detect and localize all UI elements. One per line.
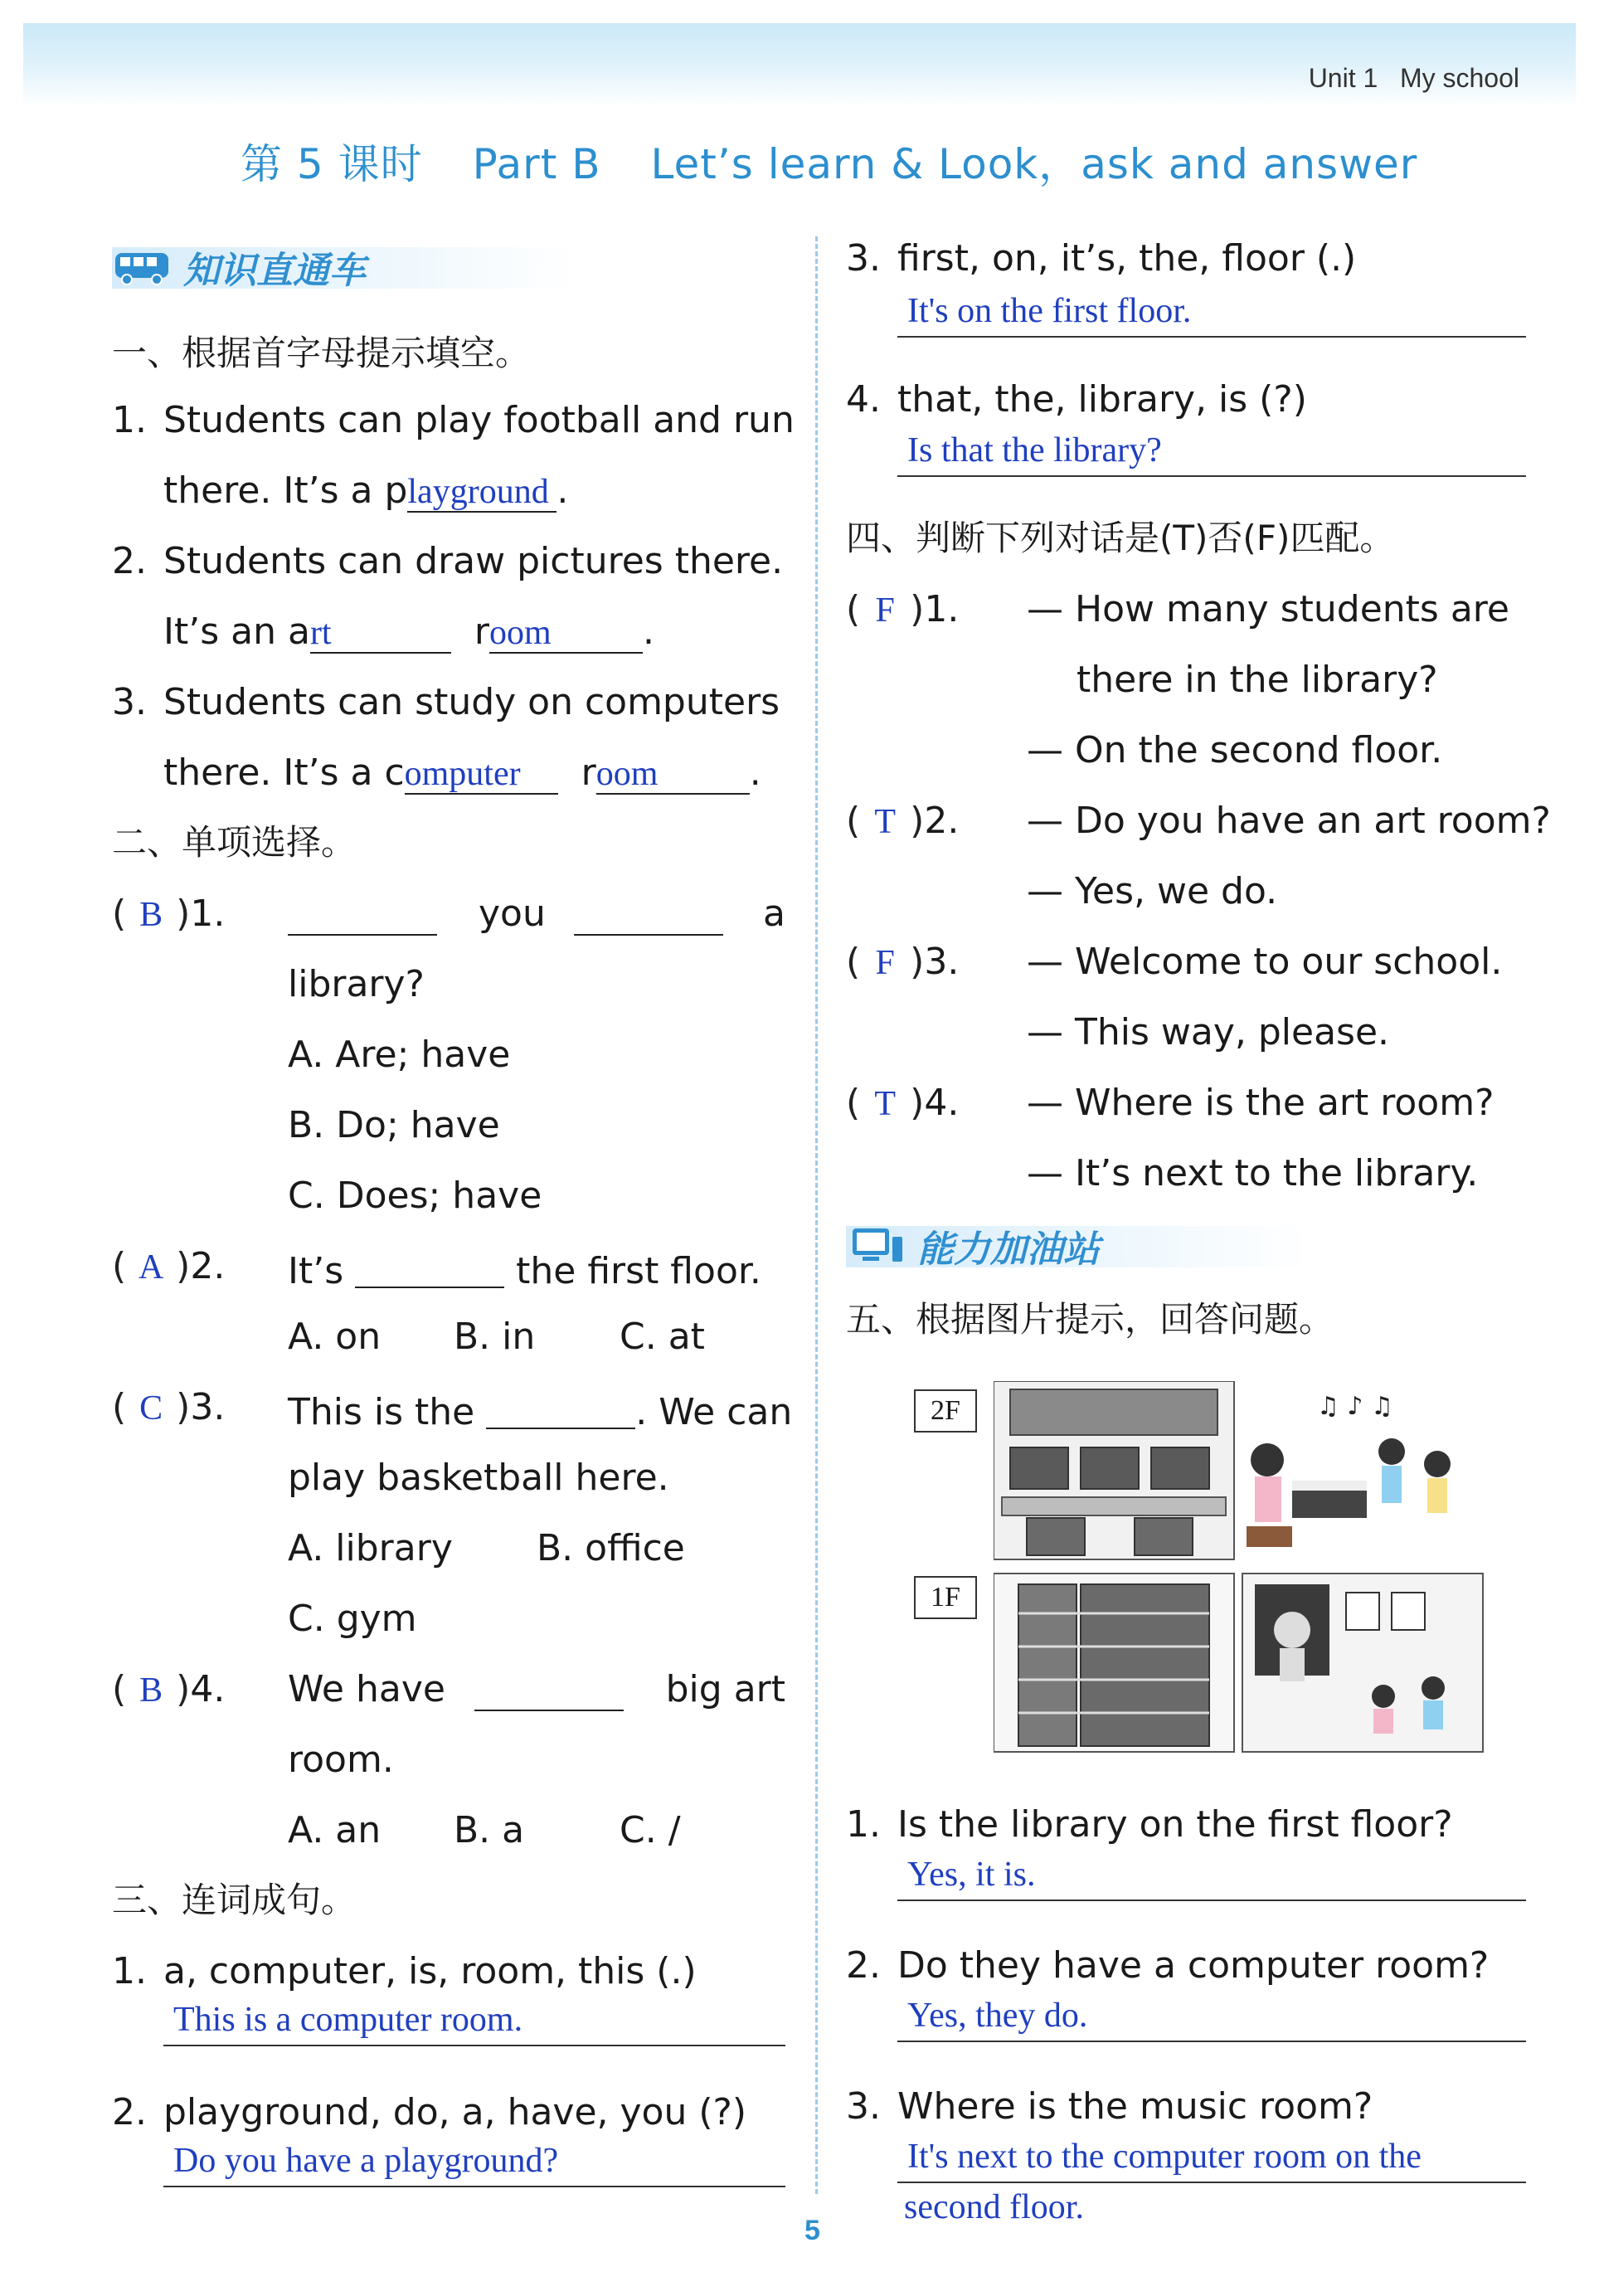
s1-q2-line2 [163,610,655,653]
s4-q4-answer[interactable]: T [874,1085,896,1123]
s1-q1-answer: layground [407,473,549,511]
s4-q3-bracket: ( F )3. [846,941,960,983]
s3-q4-number: 4. [846,378,881,421]
lesson-part: Part B [472,140,601,188]
s1-q1-suffix: . [556,469,569,512]
s1-q2-prefix: It’s an a [163,610,310,653]
s2-q1-option-c[interactable]: C. Does; have [288,1175,542,1217]
s4-q3-number: 3. [924,941,960,983]
s2-q4-option-b[interactable]: B. a [454,1809,525,1851]
school-illustration [994,1381,1491,1754]
section-1-title: 一、根据首字母提示填空。 [112,333,531,373]
s3-q4-words: that, the, library, is (?) [897,378,1307,421]
s2-q1-line1 [288,893,785,937]
library-illustration [994,1574,1234,1752]
floor-2-tag: 2F [914,1389,977,1433]
knowledge-bar [112,241,366,294]
s5-q3-answer-1: It's next to the computer room on the [907,2138,1422,2176]
s2-q1-blank-1[interactable] [288,901,437,936]
s1-q3-answer-2: oom [595,755,659,793]
s1-q3-answer-1: omputer [404,755,521,793]
unit-label [1309,63,1519,94]
s5-q3-answer-line[interactable] [897,2132,1526,2183]
s1-q1-blank[interactable] [407,473,556,513]
s1-q3-blank-1[interactable] [404,755,558,795]
s4-q1-line3: — On the second floor. [1027,729,1443,771]
s1-q3-prefix: there. It’s a c [163,752,405,794]
s3-q3-words: first, on, it’s, the, floor (.) [897,237,1357,280]
s3-q2-answer-line[interactable] [163,2136,785,2187]
s5-q2-question: Do they have a computer room? [897,1944,1490,1987]
lesson-title [241,131,1467,191]
s2-q3-bracket: ( C )3. [112,1386,226,1428]
svg-text:♫ ♪ ♫: ♫ ♪ ♫ [1317,1392,1394,1421]
s4-q2-line2: — Yes, we do. [1027,870,1278,912]
s2-q2-answer[interactable]: A [139,1248,164,1287]
s3-q3-answer-line[interactable] [897,286,1526,338]
section-2-title: 二、单项选择。 [112,822,357,863]
s2-q2-blank[interactable] [355,1253,504,1288]
page-number: 5 [804,2215,820,2246]
s1-q1-number: 1. [112,399,147,441]
s1-q2-blank-2[interactable] [489,614,643,654]
section-4-title: 四、判断下列对话是(T)否(F)匹配。 [846,518,1395,558]
s1-q2-answer-1: rt [309,614,332,652]
s1-q3-suffix: . [749,752,761,794]
s3-q2-number: 2. [112,2091,147,2133]
s2-q4-option-a[interactable]: A. an [288,1809,382,1851]
s2-q2-line1 [288,1248,761,1290]
s2-q2-option-c[interactable]: C. at [620,1316,705,1358]
ability-bar [846,1219,1100,1272]
s1-q1-line2 [163,469,569,512]
s4-q1-line1: — How many students are [1027,588,1509,630]
s2-q1-option-a[interactable]: A. Are; have [288,1034,511,1076]
s2-q3-option-b[interactable]: B. office [537,1527,685,1569]
s2-q1-number: 1. [190,893,226,935]
s4-q1-answer[interactable]: F [875,591,895,630]
section-5-title: 五、根据图片提示，回答问题。 [846,1299,1334,1340]
s2-q3-line2: play basketball here. [288,1457,669,1499]
s1-q3-mid: r [581,752,596,794]
s4-q3-line1: — Welcome to our school. [1027,941,1503,983]
s4-q1-number: 1. [924,588,960,630]
lesson-topic: Let’s learn & Look，ask and answer [650,140,1418,188]
s1-q2-suffix: . [643,610,655,653]
s2-q4-suffix: big art [665,1668,785,1710]
s4-q1-line2: there in the library? [1077,659,1438,701]
s1-q1-line1: Students can play football and run [163,399,795,441]
s1-q1-prefix: there. It’s a p [163,469,408,512]
computer-room-illustration [994,1381,1234,1559]
s2-q2-option-a[interactable]: A. on [288,1316,382,1358]
s4-q2-line1: — Do you have an art room? [1027,800,1551,842]
s4-q4-number: 4. [924,1082,960,1124]
s1-q2-answer-2: oom [489,614,552,652]
s2-q4-blank[interactable] [474,1676,624,1711]
s5-q1-question: Is the library on the first floor? [897,1803,1453,1846]
s3-q1-words: a, computer, is, room, this (.) [163,1950,697,1992]
s2-q3-answer[interactable]: C [139,1389,163,1428]
s3-q4-answer: Is that the library? [907,431,1162,469]
s2-q1-option-b[interactable]: B. Do; have [288,1104,500,1146]
s1-q2-number: 2. [112,540,147,582]
s2-q1-answer[interactable]: B [139,896,163,934]
s2-q3-option-a[interactable]: A. library [288,1527,453,1569]
section-3-title: 三、连词成句。 [112,1880,357,1920]
s4-q4-line2: — It’s next to the library. [1027,1152,1479,1194]
bus-icon [112,246,173,288]
s2-q4-number: 4. [190,1668,226,1710]
lesson-number: 第 5 课时 [241,140,423,188]
s3-q3-number: 3. [846,237,881,280]
s3-q1-answer: This is a computer room. [173,2001,523,2039]
s2-q1-line2: library? [288,963,425,1005]
s2-q4-prefix: We have [288,1668,445,1710]
s2-q3-suffix: . We can [635,1391,793,1433]
s5-q2-number: 2. [846,1944,881,1987]
s2-q1-word-1: you [479,893,546,935]
s4-q4-bracket: ( T )4. [846,1082,960,1124]
s2-q4-answer[interactable]: B [139,1671,163,1710]
s3-q3-answer: It's on the first floor. [907,292,1192,330]
s4-q2-bracket: ( T )2. [846,800,960,842]
s2-q2-bracket: ( A )2. [112,1245,226,1287]
knowledge-bar-label: 知识直通车 [183,250,366,292]
s3-q2-words: playground, do, a, have, you (?) [163,2091,747,2133]
s3-q1-number: 1. [112,1950,147,1992]
s1-q3-blank-2[interactable] [595,755,750,795]
s4-q2-number: 2. [924,800,960,842]
s2-q2-option-b[interactable]: B. in [454,1316,536,1358]
s5-q2-answer: Yes, they do. [907,1997,1088,2035]
s1-q2-blank-1[interactable] [309,614,451,654]
unit-title: My school [1399,63,1519,93]
s1-q3-line2 [163,752,761,794]
music-room-illustration [1247,1392,1451,1547]
s2-q2-suffix: the first floor. [516,1250,761,1292]
s4-q3-line2: — This way, please. [1027,1011,1390,1053]
s5-q1-number: 1. [846,1803,881,1846]
s4-q4-line1: — Where is the art room? [1027,1082,1495,1124]
s2-q4-option-c[interactable]: C. / [620,1809,681,1851]
s2-q2-number: 2. [190,1245,226,1287]
s4-q3-answer[interactable]: F [875,944,895,982]
s5-q1-answer: Yes, it is. [907,1856,1036,1894]
s4-q1-bracket: ( F )1. [846,588,960,630]
s2-q3-blank[interactable] [486,1394,635,1429]
s2-q1-blank-2[interactable] [574,901,723,936]
s1-q3-number: 3. [112,681,147,723]
s2-q3-option-c[interactable]: C. gym [288,1598,417,1640]
s5-q3-answer-2: second floor. [904,2188,1084,2226]
ability-bar-label: 能力加油站 [917,1228,1100,1271]
s1-q2-line1: Students can draw pictures there. [163,540,784,582]
s4-q2-answer[interactable]: T [874,803,896,841]
s3-q2-answer: Do you have a playground? [173,2142,559,2180]
column-divider [815,236,818,2194]
s2-q3-number: 3. [190,1386,226,1428]
s2-q4-line1 [288,1668,785,1710]
s5-q3-question: Where is the music room? [897,2085,1373,2128]
s5-q2-answer-line[interactable] [897,1991,1526,2042]
s2-q4-line2: room. [288,1739,394,1781]
s5-q3-number: 3. [846,2085,881,2128]
s2-q4-bracket: ( B )4. [112,1668,226,1710]
s2-q3-line1 [288,1389,792,1431]
s3-q1-answer-line[interactable] [163,1995,785,2046]
s2-q3-prefix: This is the [288,1391,475,1433]
s5-q1-answer-line[interactable] [897,1850,1526,1901]
unit-number: Unit 1 [1308,63,1378,93]
s1-q3-line1: Students can study on computers [163,681,780,723]
s3-q4-answer-line[interactable] [897,426,1526,477]
s2-q2-prefix: It’s [288,1250,344,1292]
s2-q1-bracket: ( B )1. [112,893,226,935]
school-floor-picture [914,1381,1495,1754]
art-room-illustration [1242,1574,1483,1752]
floor-1-tag: 1F [914,1576,977,1619]
s2-q1-word-2: a [763,893,785,935]
monitor-icon [846,1225,907,1267]
s1-q2-mid: r [474,610,490,653]
